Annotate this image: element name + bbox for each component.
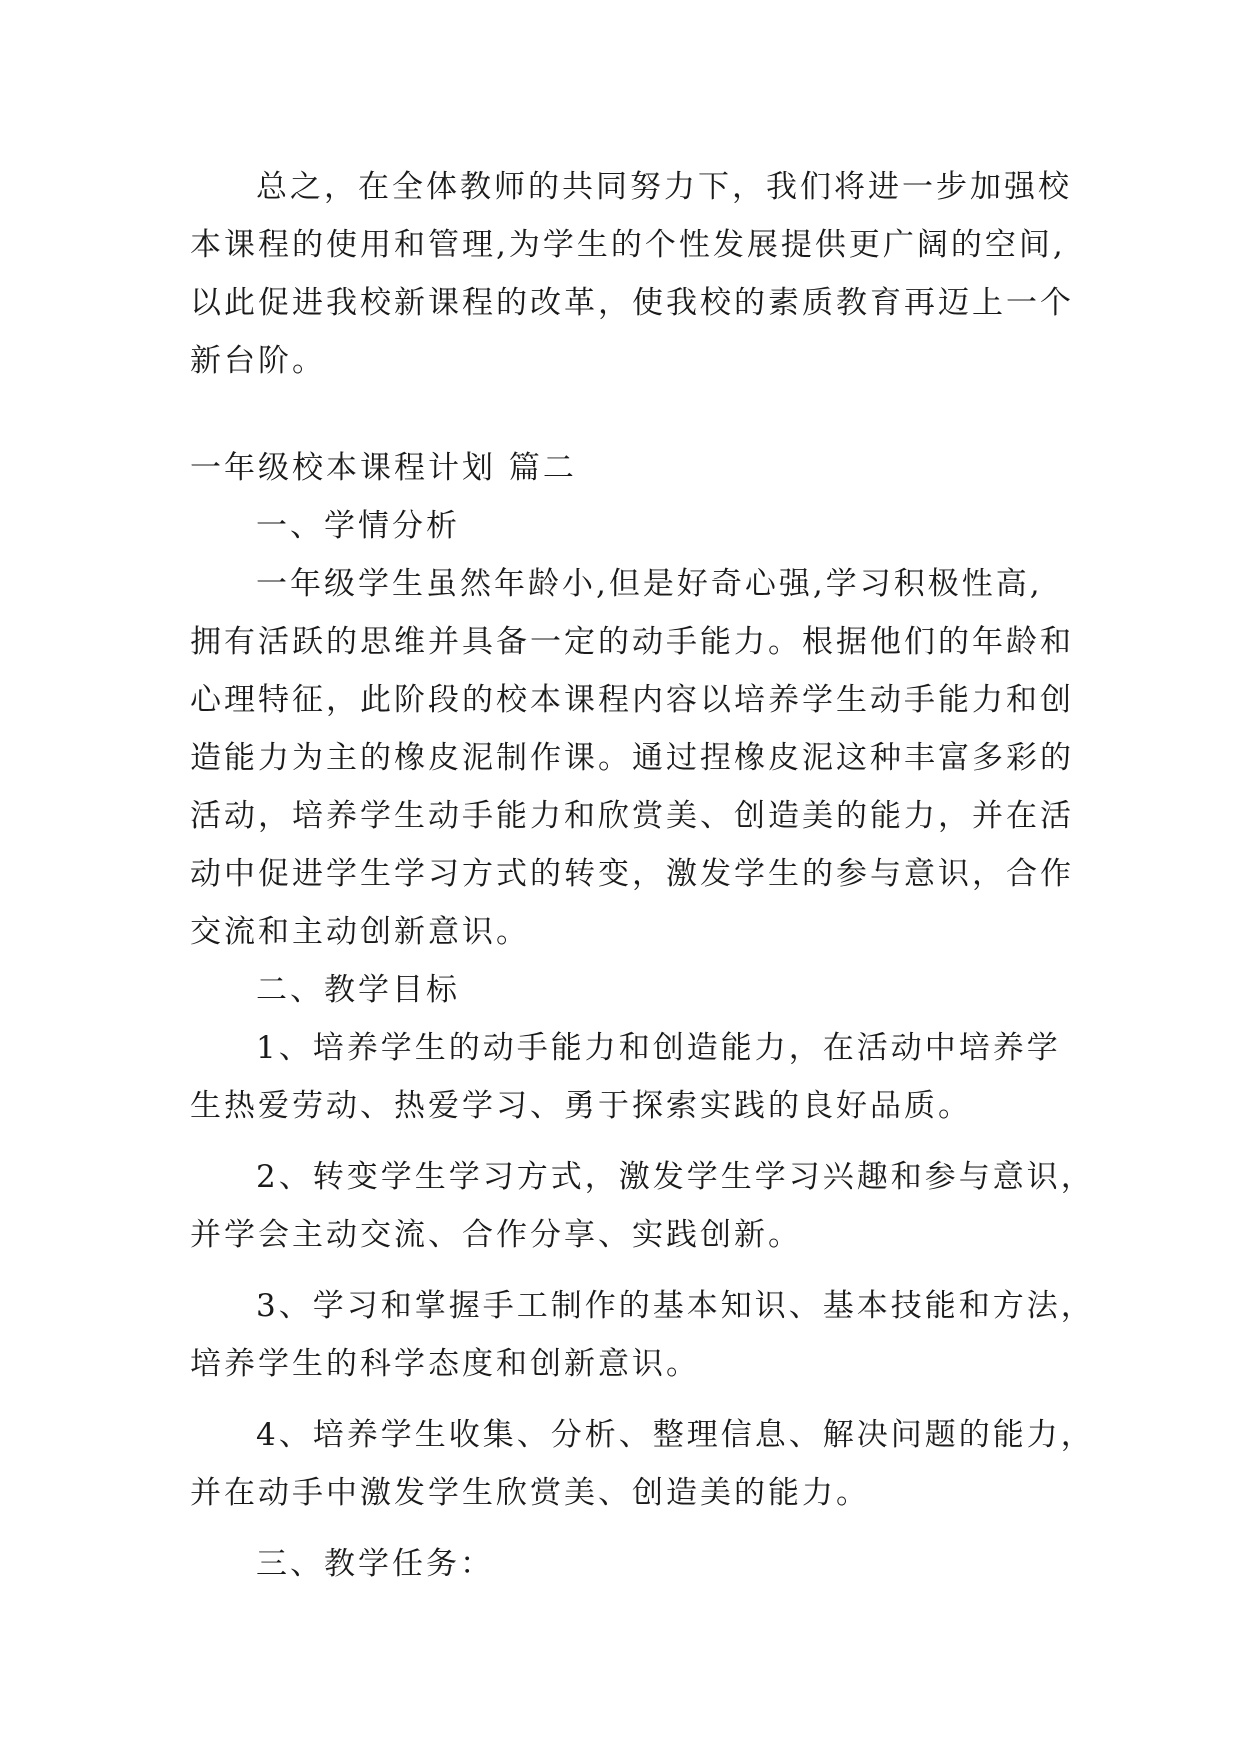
goal-item bbox=[190, 1148, 1095, 1264]
goal-line: 并学会主动交流、合作分享、实践创新。 bbox=[190, 1217, 802, 1253]
heading-goals: 二、教学目标 bbox=[256, 972, 460, 1008]
analysis-line: 拥有活跃的思维并具备一定的动手能力。根据他们的年龄和 bbox=[190, 624, 1074, 660]
goal-line: 培养学生的科学态度和创新意识。 bbox=[190, 1346, 700, 1382]
goal-line: 生热爱劳动、热爱学习、勇于探索实践的良好品质。 bbox=[190, 1088, 972, 1124]
intro-line: 新台阶。 bbox=[190, 343, 326, 379]
goal-line: 2、转变学生学习方式，激发学生学习兴趣和参与意识， bbox=[256, 1159, 1095, 1195]
goal-line: 并在动手中激发学生欣赏美、创造美的能力。 bbox=[190, 1475, 870, 1511]
goal-line: 1、培养学生的动手能力和创造能力，在活动中培养学 bbox=[256, 1030, 1061, 1066]
document-body bbox=[190, 158, 1095, 1593]
analysis-line: 一年级学生虽然年龄小,但是好奇心强,学习积极性高, bbox=[256, 566, 1043, 602]
spacer bbox=[190, 1264, 1090, 1277]
goal-line: 4、培养学生收集、分析、整理信息、解决问题的能力， bbox=[256, 1417, 1095, 1453]
goal-line: 3、学习和掌握手工制作的基本知识、基本技能和方法， bbox=[256, 1288, 1095, 1324]
spacer bbox=[190, 390, 1090, 439]
intro-line: 本课程的使用和管理,为学生的个性发展提供更广阔的空间, bbox=[190, 227, 1066, 263]
analysis-paragraph bbox=[190, 555, 1090, 961]
section-title: 一年级校本课程计划 篇二 bbox=[190, 450, 577, 486]
analysis-line: 交流和主动创新意识。 bbox=[190, 914, 530, 950]
heading-tasks: 三、教学任务： bbox=[256, 1546, 494, 1582]
goal-item bbox=[190, 1019, 1090, 1135]
analysis-line: 动中促进学生学习方式的转变，激发学生的参与意识，合作 bbox=[190, 856, 1074, 892]
intro-line: 以此促进我校新课程的改革，使我校的素质教育再迈上一个 bbox=[190, 285, 1074, 321]
intro-paragraph bbox=[190, 158, 1090, 390]
spacer bbox=[190, 1522, 1090, 1535]
analysis-line: 活动，培养学生动手能力和欣赏美、创造美的能力，并在活 bbox=[190, 798, 1074, 834]
analysis-line: 造能力为主的橡皮泥制作课。通过捏橡皮泥这种丰富多彩的 bbox=[190, 740, 1074, 776]
intro-line: 总之，在全体教师的共同努力下，我们将进一步加强校 bbox=[256, 169, 1072, 205]
goal-item bbox=[190, 1406, 1095, 1522]
spacer bbox=[190, 1393, 1090, 1406]
spacer bbox=[190, 1135, 1090, 1148]
heading-analysis: 一、学情分析 bbox=[256, 508, 460, 544]
goal-item bbox=[190, 1277, 1095, 1393]
analysis-line: 心理特征，此阶段的校本课程内容以培养学生动手能力和创 bbox=[190, 682, 1074, 718]
